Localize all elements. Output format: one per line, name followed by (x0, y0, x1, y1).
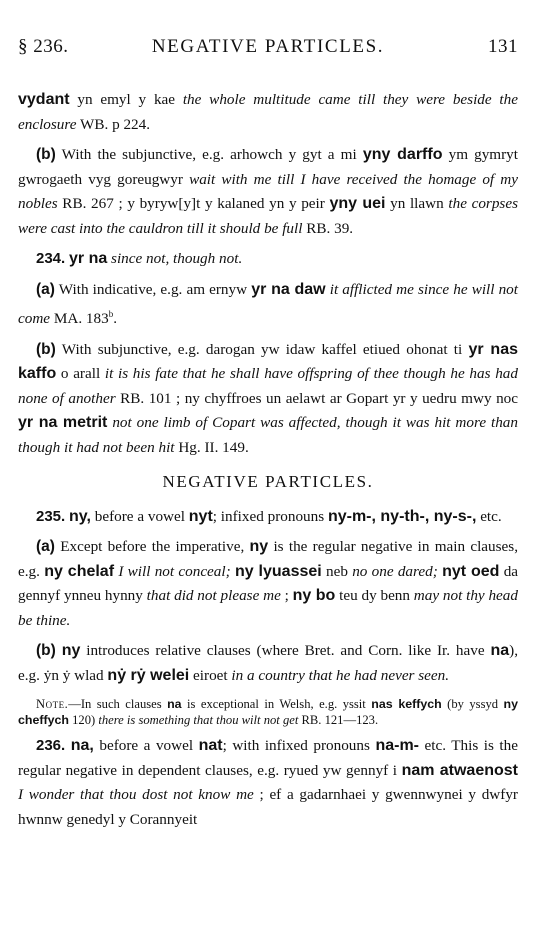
text: introduces relative clauses (where Bret. and Corn. like Ir. have (80, 642, 491, 660)
welsh-term: ny, (69, 507, 91, 525)
item-label: (b) (36, 146, 56, 163)
welsh-term: ny lyuassei (234, 562, 322, 580)
citation: RB. 39. (302, 219, 354, 237)
paragraph-234a-indicative (18, 278, 518, 332)
section-heading: NEGATIVE PARTICLES. (162, 472, 374, 492)
item-label: (a) (36, 280, 55, 298)
item-label: (b) (36, 642, 56, 660)
welsh-text: yn emyl y kae (69, 91, 183, 108)
text: before a vowel (93, 737, 199, 755)
welsh-text: da gennyf ynneu hynny (18, 562, 519, 605)
text: etc. (476, 507, 502, 525)
text: ; ef a gadarnhaei y gwennwynei y dwfyr hwnnw genedyl y Corannyeit (18, 786, 518, 828)
translation: not one limb of Copart was affected, though it was hit more than though it had not been hit (18, 414, 518, 456)
citation: MA. 183 (50, 310, 109, 328)
welsh-term: ny (61, 642, 81, 660)
welsh-term: ny bo (292, 587, 336, 605)
welsh-term: na, (70, 737, 94, 755)
welsh-term: yr nas kaffo (18, 340, 518, 383)
welsh-term: yr na daw (251, 280, 326, 298)
welsh-term: yny darffo (362, 146, 443, 163)
gloss: since not, though not. (111, 250, 243, 267)
paragraph-234b-subjunctive-2 (18, 338, 518, 461)
welsh-term: vydant (18, 91, 70, 108)
page-number: 131 (488, 36, 518, 57)
welsh-term: na-m- (375, 737, 419, 755)
welsh-text: neb (321, 562, 353, 580)
text: ; infixed pronouns (212, 507, 328, 525)
note-label: Note. (36, 697, 69, 712)
translation: in a country that he had never seen. (231, 666, 450, 684)
welsh-term: nyt (188, 507, 213, 525)
translation: the corpses were cast into the cauldron till it should be full (18, 195, 518, 237)
paragraph-continuation (18, 88, 518, 137)
welsh-term: yr na metrit (18, 414, 108, 432)
page-body (18, 88, 518, 832)
text: is exceptional in Welsh, e.g. yssit (181, 697, 372, 712)
citation-superscript: b (108, 309, 114, 319)
welsh-term: yr na (69, 250, 108, 267)
welsh-text: yn llawn (385, 195, 449, 212)
welsh-term: ny cheffych (18, 697, 518, 728)
translation: I wonder that thou dost not know me (18, 786, 254, 804)
welsh-text: ), e.g. ẏn ẏ wlad (18, 642, 519, 684)
running-header (18, 36, 518, 64)
text: etc. This is the regular negative in dependent clauses, e.g. ryued yw gennyf i (18, 737, 518, 779)
welsh-term: ny-m-, ny-th-, ny-s-, (327, 507, 477, 525)
welsh-text: teu dy benn (335, 587, 414, 605)
section-number: 234. (36, 250, 66, 267)
welsh-term: ny chelaf (44, 562, 115, 580)
welsh-text: eiroet (189, 666, 232, 684)
translation: no one dared; (352, 562, 438, 580)
punctuation: ; (280, 587, 293, 605)
citation: RB. 101 ; ny chyffroes un aelawt ar Gopart yr y uedru mwy noc (115, 389, 518, 407)
welsh-text: ym gymryt gwrogaeth vyg goreugwyr (18, 146, 518, 188)
text: before a vowel (90, 507, 189, 525)
item-label: (b) (36, 340, 56, 358)
welsh-term: nyt oed (442, 562, 500, 580)
section-number: 235. (36, 507, 66, 525)
text: (by yssyd (441, 697, 504, 712)
welsh-term: yny uei (329, 195, 386, 212)
section-235-heading (18, 505, 518, 530)
translation: it is his fate that he shall have offspring of thee though he has had none of another (18, 365, 518, 407)
welsh-term: nam atwaenost (401, 761, 518, 779)
citation: RB. 267 ; y byryw[y]t y kalaned yn y peir (57, 195, 330, 212)
translation: there is something that thou wilt not get (98, 713, 299, 728)
welsh-term: nas keffych (371, 697, 442, 712)
text: is the regular negative in main clauses, e.g. (18, 538, 518, 580)
paragraph-234b-subjunctive (18, 143, 518, 241)
note (18, 696, 518, 728)
text: ; with infixed pronouns (222, 737, 376, 755)
welsh-term: ny (249, 538, 269, 556)
welsh-text: o arall (56, 365, 105, 383)
item-label: (a) (36, 538, 55, 556)
punctuation: . (113, 310, 117, 328)
welsh-term: na (167, 697, 182, 712)
translation: it afflicted me since he will not come (18, 280, 518, 328)
translation: the whole multitude came till they were beside the enclosure (18, 91, 518, 133)
citation: RB. 121—123. (298, 713, 379, 728)
section-reference: § 236. (18, 36, 69, 57)
text: With subjunctive, e.g. darogan yw idaw kaffel etiued ohonat ti (55, 340, 469, 358)
translation: wait with me till I have received the homage of my nobles (18, 170, 518, 212)
translation: may not thy head be thine. (18, 587, 518, 629)
text: With the subjunctive, e.g. arhowch y gyt a mi (55, 146, 363, 163)
citation: WB. p 224. (76, 115, 151, 133)
welsh-term: nẏ rẏ welei (107, 666, 190, 684)
page-title: NEGATIVE PARTICLES. (151, 36, 385, 57)
citation: Hg. II. 149. (174, 438, 249, 456)
welsh-term: na (490, 642, 510, 660)
welsh-term: nat (198, 737, 223, 755)
section-number: 236. (36, 737, 66, 755)
translation: that did not please me (146, 587, 281, 605)
text: Except before the imperative, (54, 538, 250, 556)
paragraph-235a (18, 535, 518, 633)
text: —In such clauses (68, 697, 168, 712)
section-236 (18, 734, 518, 832)
text: With indicative, e.g. am ernyw (54, 280, 252, 298)
translation: I will not conceal; (118, 562, 231, 580)
section-234-heading (18, 247, 518, 272)
paragraph-235b (18, 639, 518, 688)
text: 120) (68, 713, 99, 728)
